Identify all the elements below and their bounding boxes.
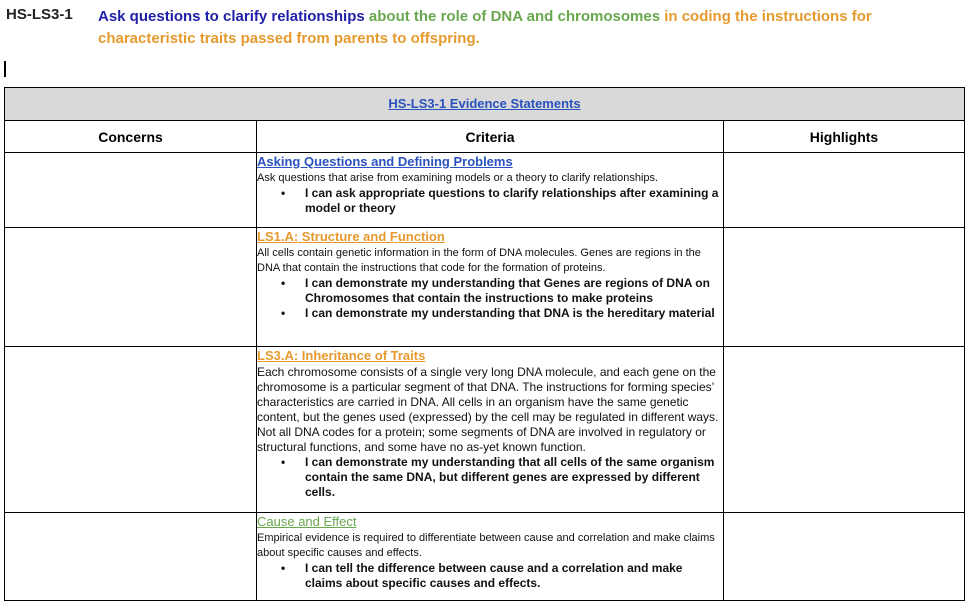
criteria-cell (257, 513, 724, 601)
standard-text (98, 6, 948, 50)
header-criteria: Criteria (257, 121, 724, 153)
criteria-description: Empirical evidence is required to differentiate between cause and correlation and make claims about specific causes and effects. (257, 532, 715, 559)
criteria-title-link[interactable]: LS1.A: Structure and Function (257, 229, 445, 244)
header-highlights: Highlights (724, 121, 965, 153)
header-concerns: Concerns (5, 121, 257, 153)
criteria-description: All cells contain genetic information in the form of DNA molecules. Genes are regions in the DNA that contain the instructions that code for the formation of proteins. (257, 247, 701, 274)
table-row (5, 513, 965, 601)
criteria-cell (257, 228, 724, 347)
concerns-cell[interactable] (5, 228, 257, 347)
evidence-statements-table (4, 87, 965, 601)
highlights-cell[interactable] (724, 228, 965, 347)
text-cursor (4, 61, 6, 77)
standard-crosscutting-segment: about the role of DNA and chromosomes (368, 8, 661, 25)
criteria-description: Ask questions that arise from examining models or a theory to clarify relationships. (257, 172, 659, 184)
goal-list (257, 455, 723, 500)
standard-code: HS-LS3-1 (6, 6, 73, 23)
highlights-cell[interactable] (724, 153, 965, 228)
highlights-cell[interactable] (724, 513, 965, 601)
criteria-description: Each chromosome consists of a single very long DNA molecule, and each gene on the chromosome is a particular segment of that DNA. The instructions for forming species’ characteristics are carried in DNA. All cells in an organism have the same genetic content, but the genes used (expressed) by the cell may be regulated in different ways. Not all DNA codes for a protein; some segments of DNA are involved in regulatory or structural functions, and some have no as-yet known function. (257, 365, 719, 454)
goal-item: • I can demonstrate my understanding that DNA is the hereditary material (305, 306, 723, 321)
criteria-title-link[interactable]: Asking Questions and Defining Problems (257, 154, 513, 169)
goal-item: • I can demonstrate my understanding that all cells of the same organism contain the same DNA, but different genes are expressed by different cells. (305, 455, 723, 500)
goal-list (257, 276, 723, 321)
criteria-title-link[interactable]: LS3.A: Inheritance of Traits (257, 348, 426, 363)
table-title-cell (5, 88, 965, 121)
table-row (5, 347, 965, 513)
goal-item: • I can ask appropriate questions to clarify relationships after examining a model or theory (305, 186, 723, 216)
concerns-cell[interactable] (5, 513, 257, 601)
table-row (5, 228, 965, 347)
goal-item: • I can tell the difference between cause and a correlation and make claims about specific causes and effects. (305, 561, 723, 591)
standard-core-idea-segment: in coding the instructions for characteristic traits passed from parents to offspring. (98, 8, 872, 47)
criteria-cell (257, 347, 724, 513)
standard-practice-segment: Ask questions to clarify relationships (98, 8, 365, 25)
evidence-statements-link[interactable]: HS-LS3-1 Evidence Statements (388, 96, 581, 111)
goal-item: • I can demonstrate my understanding that Genes are regions of DNA on Chromosomes that contain the instructions to make proteins (305, 276, 723, 306)
goal-list (257, 186, 723, 216)
concerns-cell[interactable] (5, 347, 257, 513)
goal-list (257, 561, 723, 591)
highlights-cell[interactable] (724, 347, 965, 513)
criteria-cell (257, 153, 724, 228)
table-row (5, 153, 965, 228)
criteria-title-link[interactable]: Cause and Effect (257, 514, 357, 529)
concerns-cell[interactable] (5, 153, 257, 228)
